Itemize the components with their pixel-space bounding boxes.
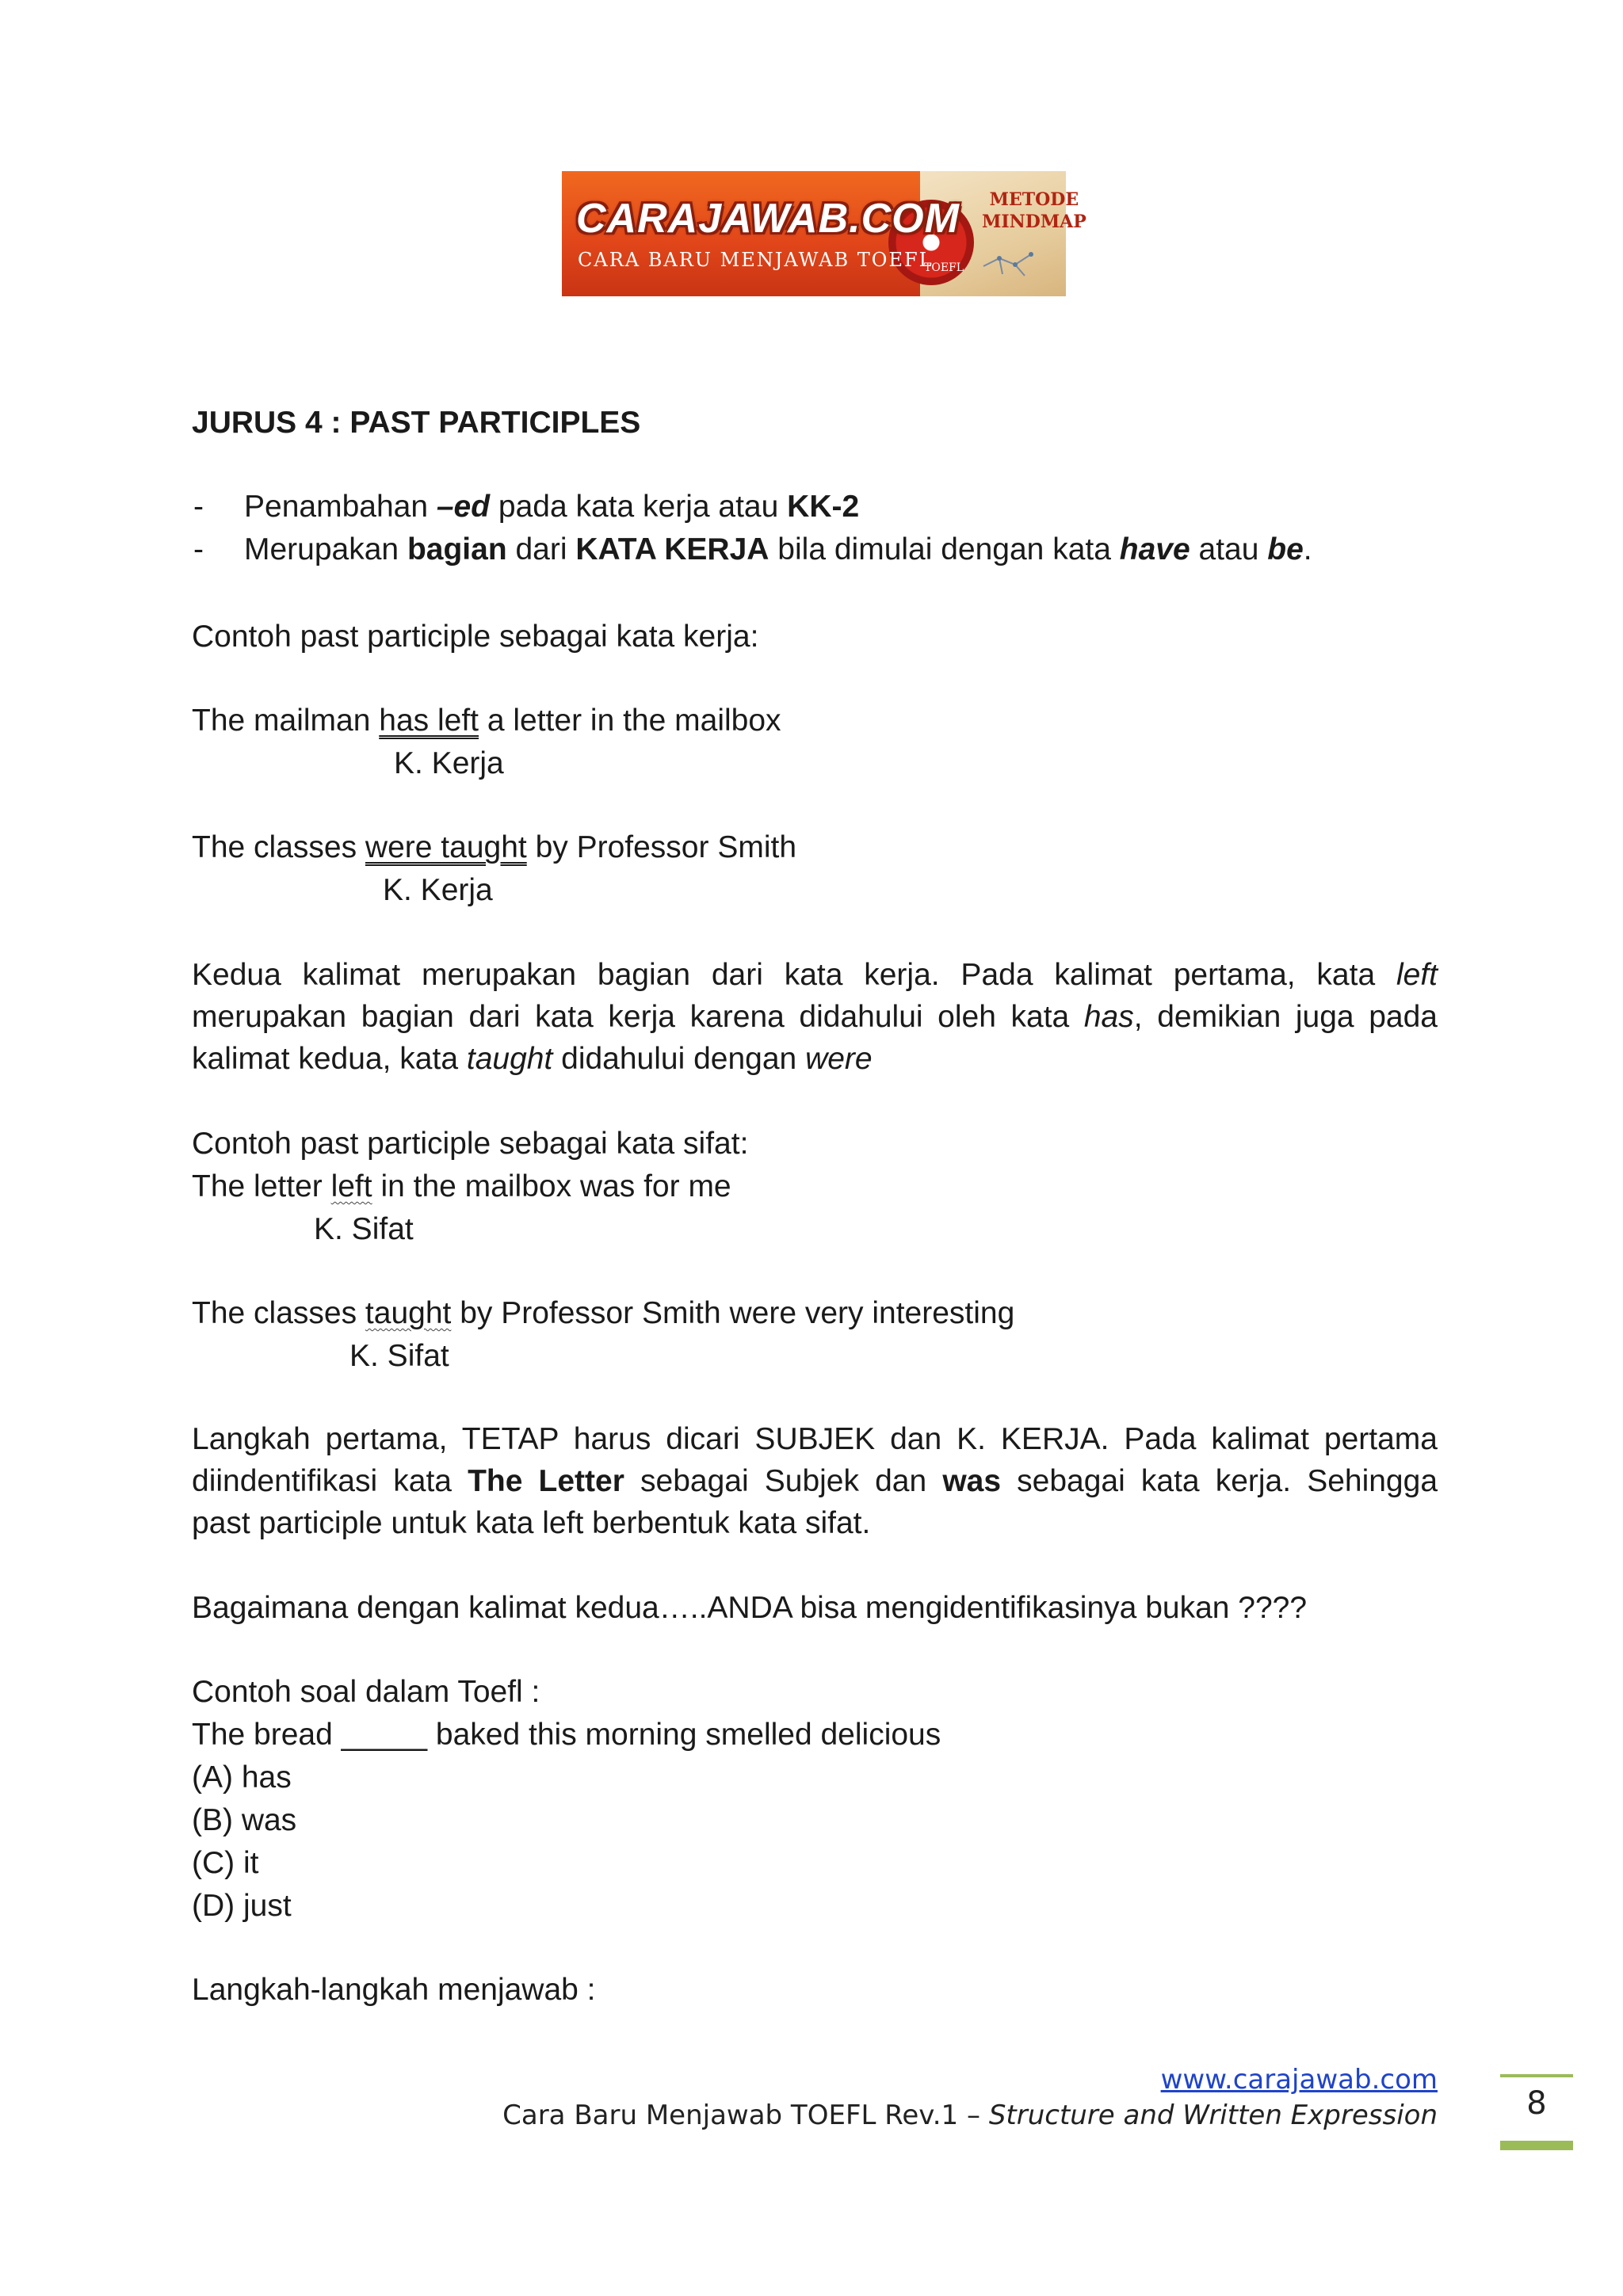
carajawab-banner-logo [562, 171, 1086, 296]
banner-brand: CARAJAWAB.COM [576, 196, 960, 242]
step-paragraph: Langkah pertama, TETAP harus dicari SUBJEK dan K. KERJA. Pada kalimat pertama diindentifikasi kata The Letter sebagai Subjek dan was sebagai kata kerja. Sehingga past participle untuk kata left berbentuk kata sifat. [192, 1422, 1438, 1540]
bullet-item: Penambahan –ed pada kata kerja atau KK-2 [244, 490, 860, 524]
banner-tagline: CARA BARU MENJAWAB TOEFL [578, 249, 934, 271]
toefl-intro: Contoh soal dalam Toefl : [192, 1675, 540, 1709]
adj-label-1: K. Sifat [314, 1212, 414, 1246]
footer-website-link[interactable]: www.carajawab.com [1160, 2064, 1438, 2096]
steps-heading: Langkah-langkah menjawab : [192, 1973, 596, 2007]
toefl-sentence: The bread _____ baked this morning smelled delicious [192, 1718, 941, 1752]
bullet-dash: - [193, 532, 204, 566]
option-a: (A) has [192, 1760, 292, 1794]
adj-label-2: K. Sifat [349, 1339, 449, 1373]
banner-badge [982, 189, 1086, 233]
option-d: (D) just [192, 1889, 292, 1923]
page-title: JURUS 4 : PAST PARTICIPLES [192, 406, 641, 440]
badge-line2: MINDMAP [982, 212, 1086, 232]
verb-intro: Contoh past participle sebagai kata kerja: [192, 620, 759, 654]
verb-label-2: K. Kerja [383, 873, 493, 907]
footer-book-title: Cara Baru Menjawab TOEFL Rev.1 – Structure and Written Expression [502, 2100, 1438, 2131]
badge-line1: METODE [989, 189, 1079, 210]
bullet-item: Merupakan bagian dari KATA KERJA bila dimulai dengan kata have atau be. [244, 532, 1312, 566]
adj-intro: Contoh past participle sebagai kata sifat: [192, 1127, 749, 1161]
verb-example-2: The classes were taught by Professor Smith [192, 830, 797, 864]
bullet-dash: - [193, 490, 204, 524]
verb-example-1: The mailman has left a letter in the mailbox [192, 704, 781, 738]
cd-label: TOEFL [924, 261, 964, 274]
explanation-paragraph: Kedua kalimat merupakan bagian dari kata kerja. Pada kalimat pertama, kata left merupakan bagian dari kata kerja karena didahului oleh kata has, demikian juga pada kalimat kedua, kata taught didahului dengan were [192, 958, 1438, 1076]
option-b: (B) was [192, 1803, 297, 1837]
page-number-box [1500, 2074, 1573, 2150]
page-number: 8 [1526, 2085, 1547, 2122]
verb-label-1: K. Kerja [394, 746, 504, 780]
mindmap-scribble-icon [976, 242, 1052, 282]
adj-example-2: The classes taught by Professor Smith were very interesting [192, 1296, 1015, 1330]
question-line: Bagaimana dengan kalimat kedua…..ANDA bisa mengidentifikasinya bukan ???? [192, 1591, 1308, 1625]
adj-example-1: The letter left in the mailbox was for me [192, 1169, 731, 1203]
option-c: (C) it [192, 1846, 259, 1880]
